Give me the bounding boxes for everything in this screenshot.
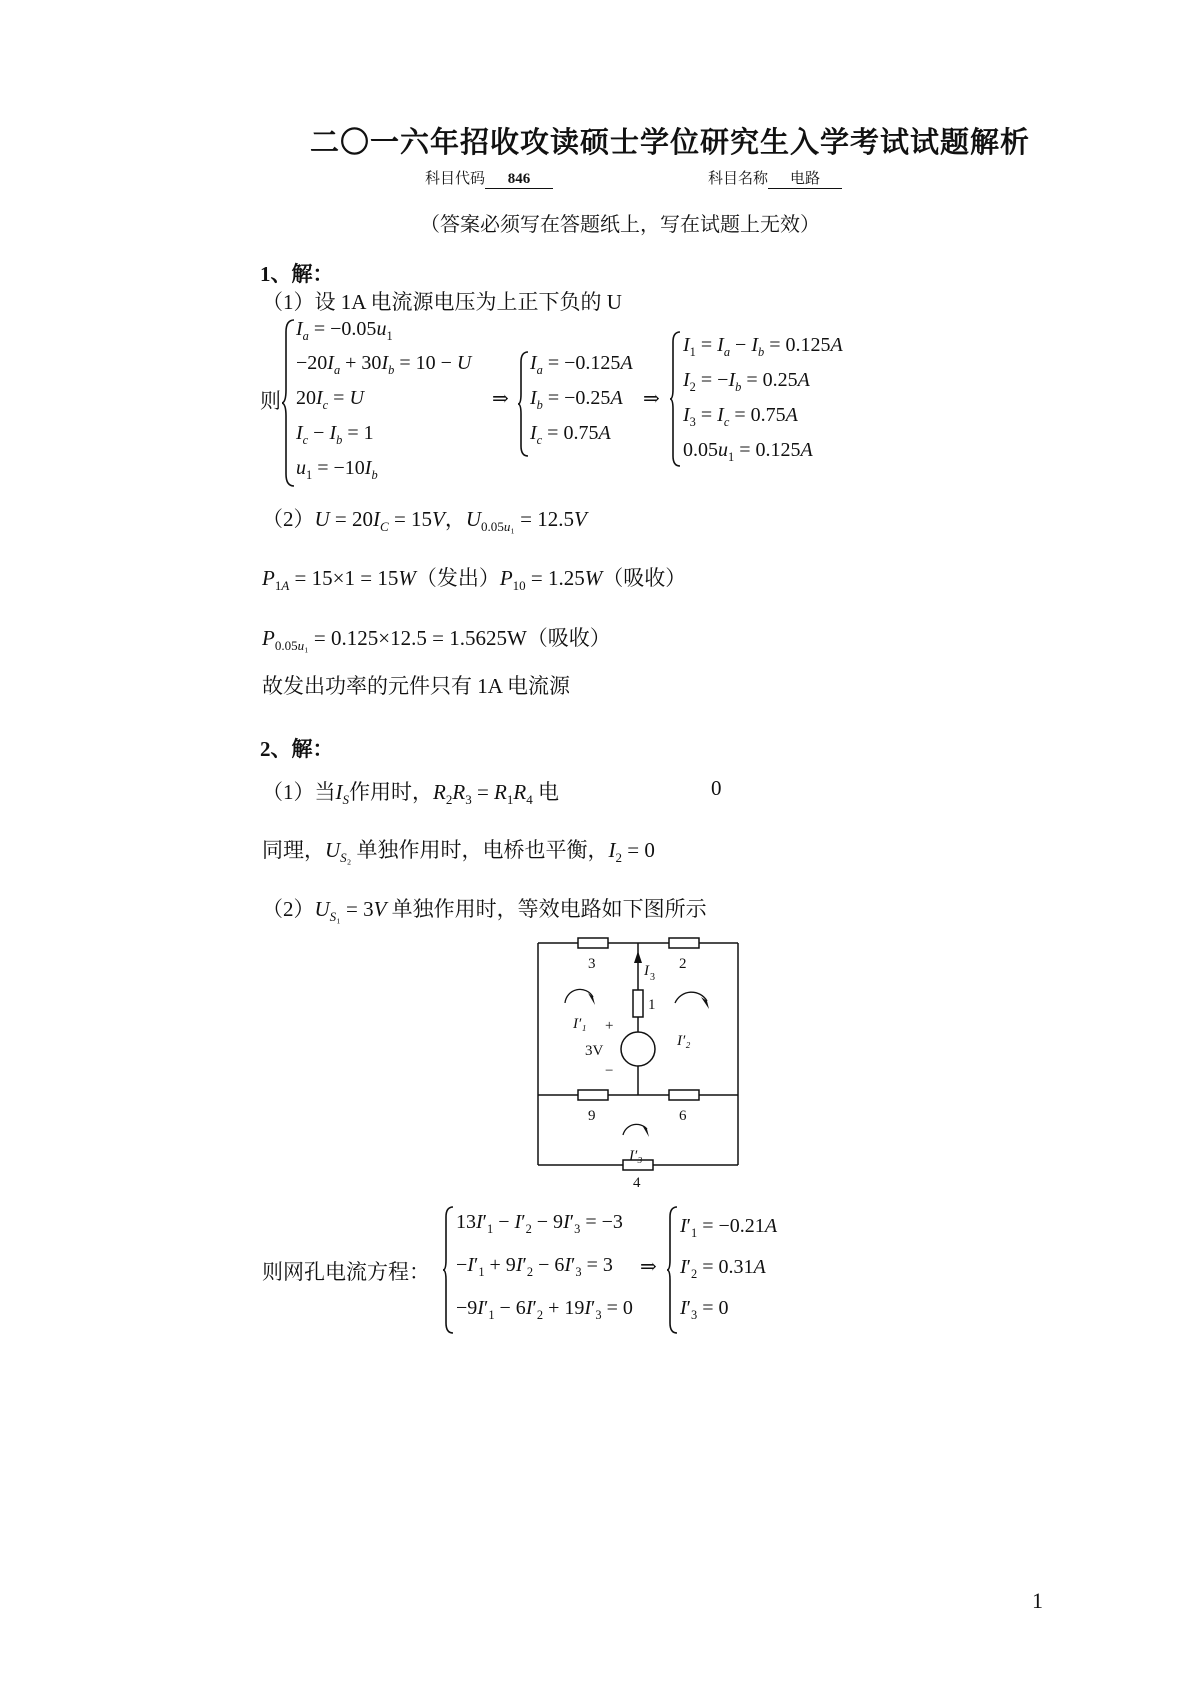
page-number: 1: [1032, 1588, 1043, 1613]
q2-same: 同理，$U_{S_2}$ 单独作用时，电桥也平衡，$I_2 = 0$: [262, 838, 655, 866]
eq-1d: $I_c - I_b = 1$: [296, 422, 374, 447]
q1-power-1: $P_{1A} = 15\times 1 = 15W$（发出）$P_{10} = 1.25W$（吸收）: [262, 566, 687, 594]
subject-code-label: 科目代码: [425, 171, 486, 187]
subject-name-value: 电路: [768, 167, 842, 189]
mesh-arrow-2-icon: [675, 992, 707, 1003]
sol-i1: $I_1 = I_a - I_b = 0.125A$: [683, 334, 843, 359]
resistor-9: [578, 1090, 608, 1100]
q2-heading: 2、解：: [260, 737, 334, 761]
q2-part1-mid: 作用时，: [349, 780, 434, 804]
label-mesh-1: I′₁: [573, 1016, 587, 1032]
mesh-eq-1: $13I'_1 - I'_2 - 9I'_3 = -3$: [456, 1211, 623, 1236]
implies-arrow-2: ⇒: [643, 388, 660, 410]
brace-left-4: [443, 1205, 455, 1335]
brace-left-5: [667, 1205, 679, 1335]
label-minus: −: [605, 1063, 614, 1079]
q2-part2-mid: 单独作用时，等效电路如下图所示: [391, 897, 707, 921]
label-r1: 1: [648, 997, 656, 1013]
sol-dep-current: $0.05u_1 = 0.125A$: [683, 439, 813, 464]
q2-part2: $(2)U_{S_1} = 3V$ 单独作用时，等效电路如下图所示: [262, 897, 707, 925]
q2-part1-tail: 0: [711, 776, 722, 800]
q2-part1: （1）当$I_S$作用时，$R_2R_3 = R_1R_4$ 电: [262, 780, 559, 808]
q1-then: 则: [260, 389, 281, 413]
label-r4: 4: [633, 1175, 641, 1191]
resistor-1: [633, 990, 643, 1017]
q1-power-2: $P_{0.05u_1} = 0.125\times 12.5 = 1.5625W$（吸收）: [262, 626, 611, 654]
q1-conclusion: 故发出功率的元件只有 1A 电流源: [262, 674, 571, 698]
label-mesh-3: I′₃: [629, 1148, 643, 1164]
q2-part1-visible: 电: [537, 780, 559, 804]
sol-ic: $I_c = 0.75A$: [530, 422, 611, 447]
sol-ia: $I_a = -0.125A$: [530, 352, 633, 377]
mesh-sol-3: $I'_3 = 0$: [680, 1297, 729, 1322]
q1-part2: $(2)U = 20I_C = 15V$，$U_{0.05u_1} = 12.5V$: [262, 507, 587, 535]
sol-i2: $I_2 = -I_b = 0.25A$: [683, 369, 810, 394]
mesh-arrow-1-icon: [565, 989, 593, 1003]
q1-heading: 1、解：: [260, 262, 334, 286]
subject-name-label: 科目名称: [708, 171, 769, 187]
equivalent-circuit: [535, 935, 755, 1195]
subject-code: [425, 167, 553, 189]
q2-same-prefix: 同理，: [262, 838, 325, 862]
label-current-sub: 3: [650, 972, 655, 983]
voltage-source: [621, 1032, 655, 1066]
implies-arrow-1: ⇒: [492, 388, 509, 410]
mesh-label: 则网孔电流方程：: [262, 1260, 430, 1284]
sol-i3: $I_3 = I_c = 0.75A$: [683, 404, 798, 429]
label-source: 3V: [585, 1043, 604, 1059]
q1-part1: （1）设 1A 电流源电压为上正下负的 U: [262, 290, 622, 314]
mesh-arrow-3-icon: [623, 1124, 647, 1135]
brace-left-2: [518, 350, 530, 458]
label-r6: 6: [679, 1108, 687, 1124]
brace-left-1: [282, 318, 296, 488]
q2-part2-prefix: （2）: [262, 897, 315, 921]
eq-1c: $20I_c = U$: [296, 387, 364, 412]
sol-ib: $I_b = -0.25A$: [530, 387, 623, 412]
eq-1a: $I_a = -0.05u_1$: [296, 318, 393, 343]
label-plus: +: [605, 1018, 614, 1034]
resistor-2: [669, 938, 699, 948]
mesh-sol-1: $I'_1 = -0.21A$: [680, 1215, 778, 1240]
mesh-eq-3: $-9I'_1 - 6I'_2 + 19I'_3 = 0$: [456, 1297, 633, 1322]
current-arrow-icon: [634, 951, 642, 963]
q1-part2-label: （2）: [262, 507, 315, 531]
label-r3: 3: [588, 956, 596, 972]
implies-arrow-3: ⇒: [640, 1256, 657, 1278]
label-r9: 9: [588, 1108, 596, 1124]
page-title: 二〇一六年招收攻读硕士学位研究生入学考试试题解析: [310, 127, 1031, 159]
label-current: I: [644, 963, 649, 979]
brace-left-3: [670, 330, 682, 468]
instruction-note: （答案必须写在答题纸上，写在试题上无效）: [420, 214, 820, 236]
label-mesh-2: I′₂: [677, 1033, 691, 1049]
mesh-eq-2: $-I'_1 + 9I'_2 - 6I'_3 = 3$: [456, 1254, 613, 1279]
eq-1e: $u_1 = -10I_b$: [296, 457, 378, 482]
eq-1b: $-20I_a + 30I_b = 10 - U$: [296, 352, 472, 377]
q2-same-mid: 单独作用时，电桥也平衡，: [356, 838, 609, 862]
mesh-sol-2: $I'_2 = 0.31A$: [680, 1256, 766, 1281]
subject-code-value: 846: [485, 171, 553, 189]
subject-name: [708, 167, 842, 189]
q2-part1-prefix: （1）当: [262, 780, 336, 804]
resistor-6: [669, 1090, 699, 1100]
label-r2: 2: [679, 956, 687, 972]
resistor-3: [578, 938, 608, 948]
